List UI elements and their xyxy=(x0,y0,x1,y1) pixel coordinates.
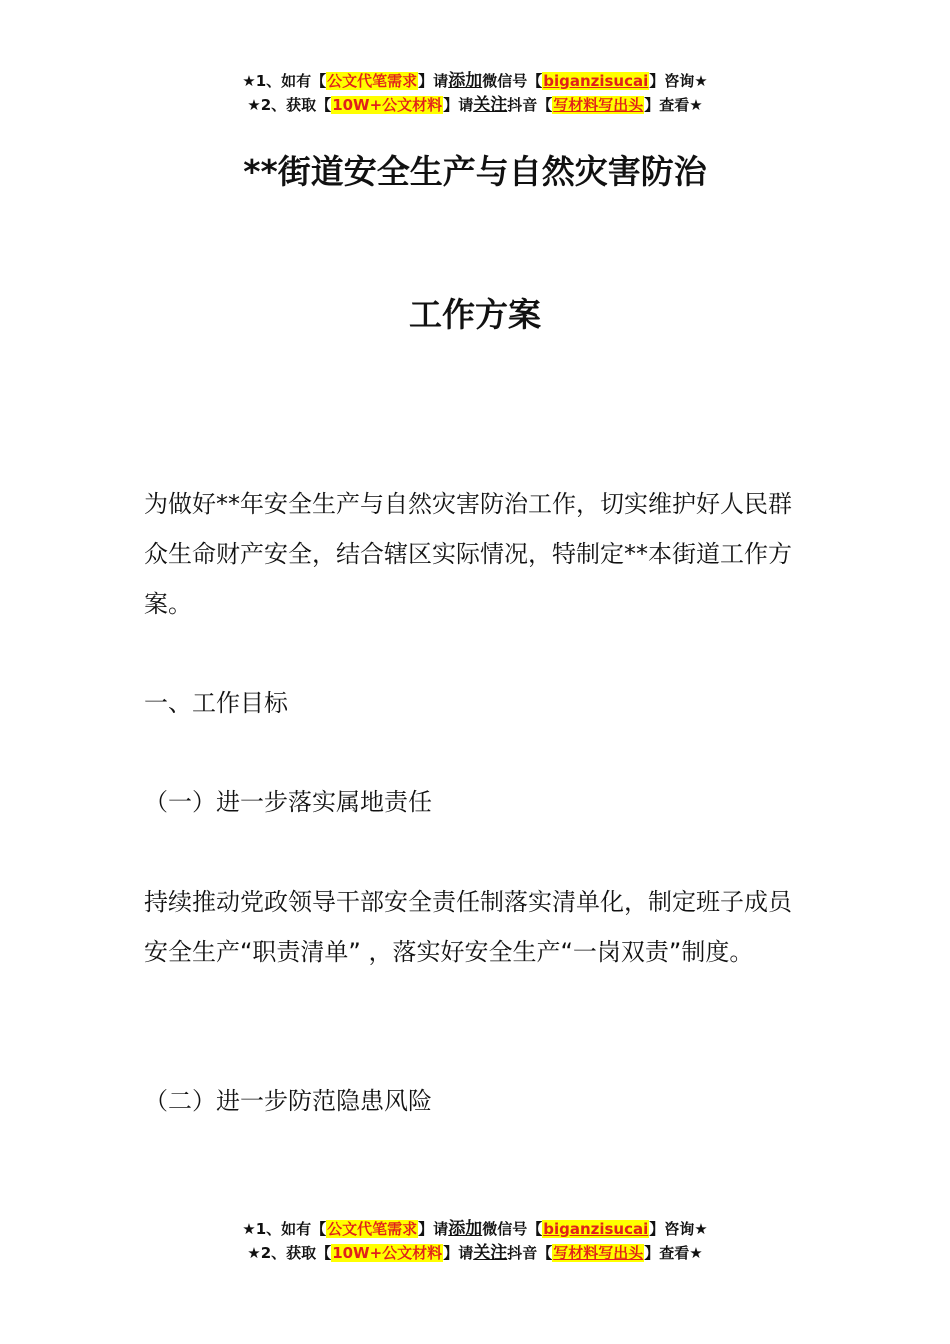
ghostwriting-highlight: 公文代笔需求 xyxy=(327,1220,418,1238)
banner-line2-middle1: 】请 xyxy=(443,1244,474,1262)
banner-line-1 xyxy=(0,1217,950,1241)
banner-line2-middle2: 抖音【 xyxy=(507,96,553,114)
banner-line-1 xyxy=(0,69,950,93)
bottom-banner xyxy=(0,1217,950,1265)
banner-line2-suffix: 】查看★ xyxy=(644,1244,703,1262)
materials-highlight: 10W+公文材料 xyxy=(332,1244,443,1262)
intro-paragraph: 为做好**年安全生产与自然灾害防治工作，切实维护好人民群众生命财产安全，结合辖区实际情况，特制定**本街道工作方案。 xyxy=(144,490,792,618)
banner-line2-middle2: 抖音【 xyxy=(507,1244,553,1262)
douyin-account-link[interactable]: 写材料写出头 xyxy=(553,96,644,114)
banner-line2-prefix: ★2、获取【 xyxy=(247,96,332,114)
add-underlined: 添加 xyxy=(448,71,483,91)
follow-underlined: 关注 xyxy=(473,95,508,115)
banner-line-2 xyxy=(0,1241,950,1265)
ghostwriting-highlight: 公文代笔需求 xyxy=(327,72,418,90)
banner-line1-middle1: 】请 xyxy=(418,72,449,90)
banner-line1-suffix: 】咨询★ xyxy=(649,1220,708,1238)
materials-highlight: 10W+公文材料 xyxy=(332,96,443,114)
banner-line1-middle2: 微信号【 xyxy=(482,72,543,90)
subsection-heading-2: （二）进一步防范隐患风险 xyxy=(144,1087,432,1115)
add-underlined: 添加 xyxy=(448,1219,483,1239)
banner-line2-prefix: ★2、获取【 xyxy=(247,1244,332,1262)
follow-underlined: 关注 xyxy=(473,1243,508,1263)
section-heading-work-goals: 一、工作目标 xyxy=(144,689,288,717)
banner-line1-middle1: 】请 xyxy=(418,1220,449,1238)
document-title-line-1: **街道安全生产与自然灾害防治 xyxy=(243,152,707,191)
banner-line2-suffix: 】查看★ xyxy=(644,96,703,114)
banner-line1-prefix: ★1、如有【 xyxy=(242,1220,327,1238)
subsection-paragraph-1: 持续推动党政领导干部安全责任制落实清单化，制定班子成员安全生产“职责清单” ，落实好安全生产“一岗双责”制度。 xyxy=(144,888,792,966)
document-title-line-2: 工作方案 xyxy=(409,295,541,334)
wechat-id-link[interactable]: biganzisucai xyxy=(543,1220,649,1238)
banner-line1-middle2: 微信号【 xyxy=(482,1220,543,1238)
top-banner xyxy=(0,69,950,117)
wechat-id-link[interactable]: biganzisucai xyxy=(543,72,649,90)
banner-line1-suffix: 】咨询★ xyxy=(649,72,708,90)
banner-line2-middle1: 】请 xyxy=(443,96,474,114)
subsection-heading-1: （一）进一步落实属地责任 xyxy=(144,788,432,816)
douyin-account-link[interactable]: 写材料写出头 xyxy=(553,1244,644,1262)
banner-line1-prefix: ★1、如有【 xyxy=(242,72,327,90)
banner-line-2 xyxy=(0,93,950,117)
